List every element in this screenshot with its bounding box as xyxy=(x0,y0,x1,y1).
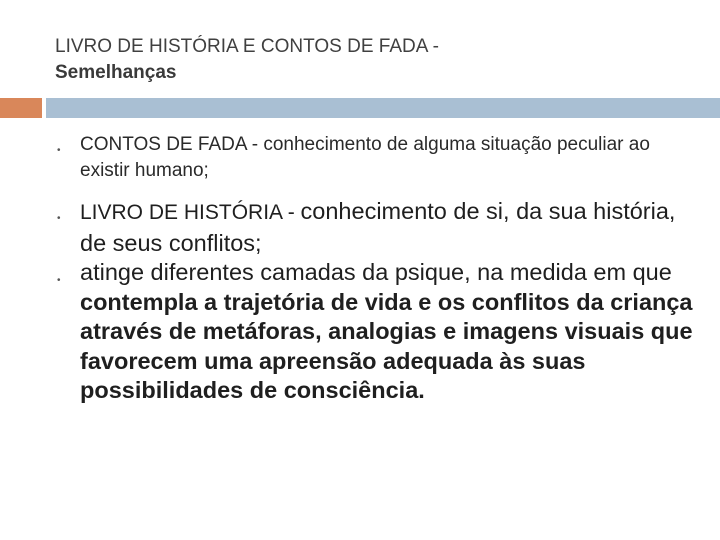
slide-title xyxy=(55,34,695,86)
slide-title-line1: LIVRO DE HISTÓRIA E CONTOS DE FADA - xyxy=(55,36,439,57)
bullet-text-bold: contempla a trajetória de vida e os conflitos da criança através de metáforas, analogias e imagens visuais que favorecem uma apreensão adequada às suas possibilidades de consciência. xyxy=(80,288,693,403)
bullet-item-livro xyxy=(55,196,695,258)
bullet-text-lead: LIVRO DE HISTÓRIA - xyxy=(80,201,301,224)
bullet-icon: • xyxy=(57,275,61,286)
bullet-icon: • xyxy=(57,213,61,224)
bullet-icon: • xyxy=(57,145,61,156)
bullet-item-psique xyxy=(55,258,695,406)
bullet-text: atinge diferentes camadas da psique, na medida em que xyxy=(80,259,672,285)
bullet-list xyxy=(55,132,695,406)
accent-bar-blue xyxy=(46,98,720,118)
accent-bar-orange xyxy=(0,98,42,118)
bullet-text: CONTOS DE FADA - conhecimento de alguma situação peculiar ao existir humano; xyxy=(80,134,650,181)
slide-title-line2: Semelhanças xyxy=(55,62,177,83)
bullet-item-contos xyxy=(55,132,695,184)
bullet-text: conhecimento de si, da sua história, de seus conflitos; xyxy=(80,198,676,256)
